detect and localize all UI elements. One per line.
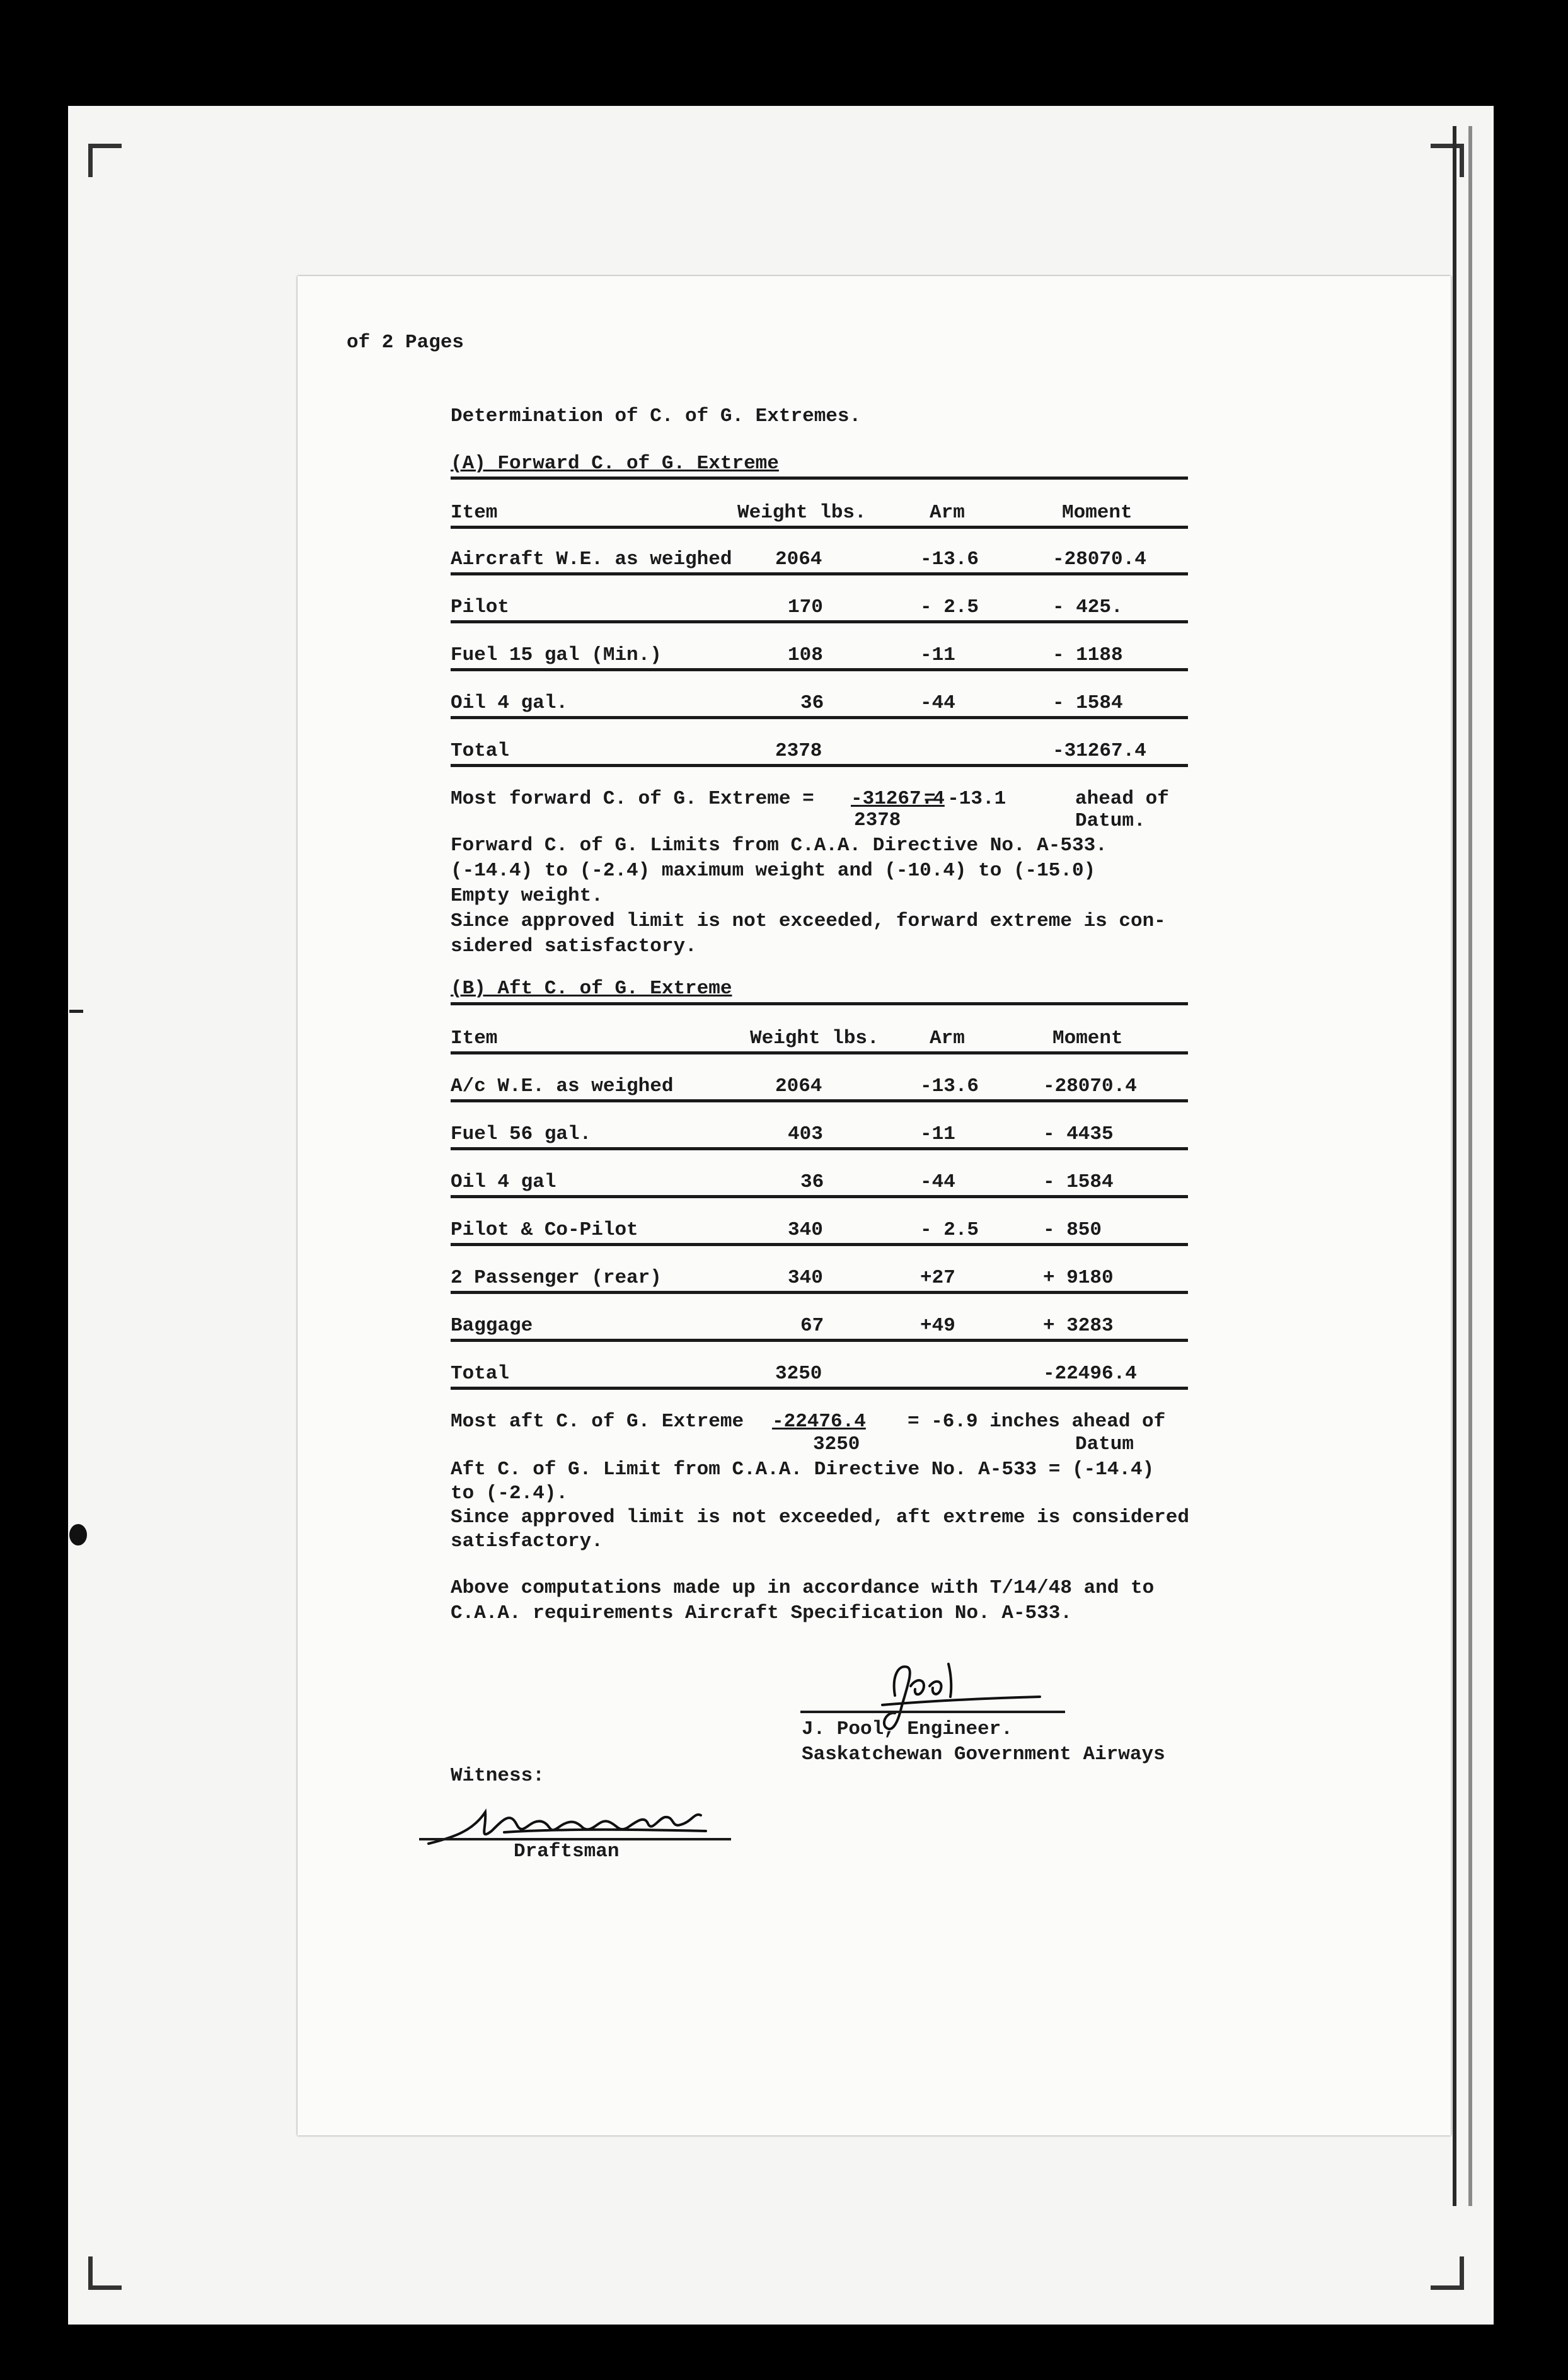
table-cell-weight: 2064 [775, 548, 822, 570]
table-rule [451, 1291, 1188, 1294]
col-header-arm: Arm [930, 502, 965, 524]
col-header-moment: Moment [1062, 502, 1133, 524]
table-cell-item: A/c W.E. as weighed [451, 1075, 674, 1097]
col-header-arm: Arm [930, 1027, 965, 1049]
table-cell-item: Total [451, 740, 510, 762]
col-header-item: Item [451, 502, 498, 524]
table-cell-item: Baggage [451, 1315, 533, 1337]
aft-heading-rule [451, 1002, 1188, 1005]
conclusion-line: Above computations made up in accordance with T/14/48 and to [451, 1577, 1155, 1599]
note-line: satisfactory. [451, 1530, 603, 1552]
note-line: Aft C. of G. Limit from C.A.A. Directive No. A-533 = (-14.4) [451, 1459, 1155, 1481]
table-cell-arm: - 2.5 [920, 596, 979, 618]
table-rule [451, 716, 1188, 719]
table-rule [451, 572, 1188, 575]
note-line: Since approved limit is not exceeded, forward extreme is con- [451, 910, 1166, 932]
aft-result: = -6.9 inches ahead of [908, 1411, 1166, 1433]
engineer-signature-line [800, 1711, 1065, 1713]
table-cell-moment: -22496.4 [1043, 1363, 1137, 1385]
table-cell-item: Total [451, 1363, 510, 1385]
page-header: of 2 Pages [347, 332, 464, 354]
conclusion-line: C.A.A. requirements Aircraft Specification No. A-533. [451, 1602, 1072, 1624]
note-line: Since approved limit is not exceeded, aft extreme is considered [451, 1506, 1189, 1528]
table-cell-weight: 108 [788, 644, 823, 666]
aft-datum: Datum [1075, 1433, 1134, 1455]
table-cell-arm: -13.6 [920, 548, 979, 570]
table-cell-moment: -28070.4 [1052, 548, 1146, 570]
table-cell-weight: 340 [788, 1219, 823, 1241]
crop-mark-top-right [1431, 144, 1464, 177]
table-cell-arm: -11 [920, 1123, 955, 1145]
table-rule [451, 764, 1188, 767]
table-cell-item: Oil 4 gal. [451, 692, 568, 714]
table-cell-arm: -44 [920, 1171, 955, 1193]
edge-tick [69, 1010, 83, 1013]
page-edge-shadow [1453, 126, 1456, 2206]
table-cell-moment: - 425. [1052, 596, 1123, 618]
crop-mark-bottom-right [1431, 2256, 1464, 2290]
col-header-moment: Moment [1052, 1027, 1123, 1049]
crop-mark-top-left [88, 144, 122, 177]
table-cell-moment: - 1188 [1052, 644, 1123, 666]
table-cell-arm: +27 [920, 1267, 955, 1289]
note-line: sidered satisfactory. [451, 935, 697, 957]
table-cell-item: Oil 4 gal [451, 1171, 556, 1193]
forward-heading-rule [451, 477, 1188, 480]
table-cell-moment: - 1584 [1043, 1171, 1114, 1193]
witness-label: Witness: [451, 1765, 545, 1787]
note-line: to (-2.4). [451, 1482, 568, 1505]
table-cell-moment: -31267.4 [1052, 740, 1146, 762]
table-cell-item: Pilot [451, 596, 510, 618]
table-cell-weight: 403 [788, 1123, 823, 1145]
table-cell-weight: 2378 [775, 740, 822, 762]
table-cell-arm: -44 [920, 692, 955, 714]
table-cell-item: Pilot & Co-Pilot [451, 1219, 638, 1241]
table-rule [451, 668, 1188, 671]
table-rule [451, 1387, 1188, 1390]
forward-datum: Datum. [1075, 810, 1146, 832]
table-rule [451, 1195, 1188, 1198]
table-cell-weight: 340 [788, 1267, 823, 1289]
note-line: Empty weight. [451, 885, 603, 907]
table-cell-weight: 170 [788, 596, 823, 618]
col-header-weight: Weight lbs. [750, 1027, 879, 1049]
table-cell-arm: +49 [920, 1315, 955, 1337]
table-cell-item: Aircraft W.E. as weighed [451, 548, 732, 570]
table-rule [451, 526, 1188, 529]
table-rule [451, 1243, 1188, 1246]
forward-result: = -13.1 [924, 788, 1006, 810]
table-cell-weight: 67 [800, 1315, 824, 1337]
table-rule [451, 620, 1188, 623]
table-rule [451, 1051, 1188, 1054]
table-cell-item: Fuel 15 gal (Min.) [451, 644, 662, 666]
page-edge-shadow-light [1468, 126, 1472, 2206]
table-cell-moment: - 4435 [1043, 1123, 1114, 1145]
engineer-name: J. Pool, Engineer. [802, 1718, 1013, 1740]
table-cell-moment: - 1584 [1052, 692, 1123, 714]
col-header-item: Item [451, 1027, 498, 1049]
table-cell-item: Fuel 56 gal. [451, 1123, 592, 1145]
crop-mark-bottom-left [88, 2256, 122, 2290]
witness-title: Draftsman [514, 1840, 620, 1863]
binding-hole [69, 1524, 87, 1545]
table-cell-item: 2 Passenger (rear) [451, 1267, 662, 1289]
table-cell-arm: - 2.5 [920, 1219, 979, 1241]
table-rule [451, 1099, 1188, 1102]
forward-ahead-of: ahead of [1075, 788, 1169, 810]
forward-heading: (A) Forward C. of G. Extreme [451, 453, 779, 475]
table-cell-weight: 36 [800, 692, 824, 714]
forward-numerator: -31267.4 [851, 788, 945, 810]
table-cell-arm: -13.6 [920, 1075, 979, 1097]
table-cell-weight: 2064 [775, 1075, 822, 1097]
table-cell-weight: 3250 [775, 1363, 822, 1385]
aft-numerator: -22476.4 [772, 1411, 866, 1433]
table-cell-weight: 36 [800, 1171, 824, 1193]
forward-extreme-label: Most forward C. of G. Extreme = [451, 788, 814, 810]
engineer-organization: Saskatchewan Government Airways [802, 1743, 1165, 1765]
note-line: Forward C. of G. Limits from C.A.A. Directive No. A-533. [451, 835, 1107, 857]
table-cell-moment: + 3283 [1043, 1315, 1114, 1337]
aft-denominator: 3250 [813, 1433, 860, 1455]
document-title: Determination of C. of G. Extremes. [451, 405, 862, 427]
table-cell-moment: - 850 [1043, 1219, 1102, 1241]
table-rule [451, 1339, 1188, 1342]
table-cell-moment: + 9180 [1043, 1267, 1114, 1289]
forward-denominator: 2378 [854, 809, 901, 831]
table-cell-arm: -11 [920, 644, 955, 666]
aft-heading: (B) Aft C. of G. Extreme [451, 978, 732, 1000]
note-line: (-14.4) to (-2.4) maximum weight and (-10.4) to (-15.0) [451, 860, 1096, 882]
aft-extreme-label: Most aft C. of G. Extreme [451, 1411, 744, 1433]
col-header-weight: Weight lbs. [737, 502, 867, 524]
table-cell-moment: -28070.4 [1043, 1075, 1137, 1097]
table-rule [451, 1147, 1188, 1150]
